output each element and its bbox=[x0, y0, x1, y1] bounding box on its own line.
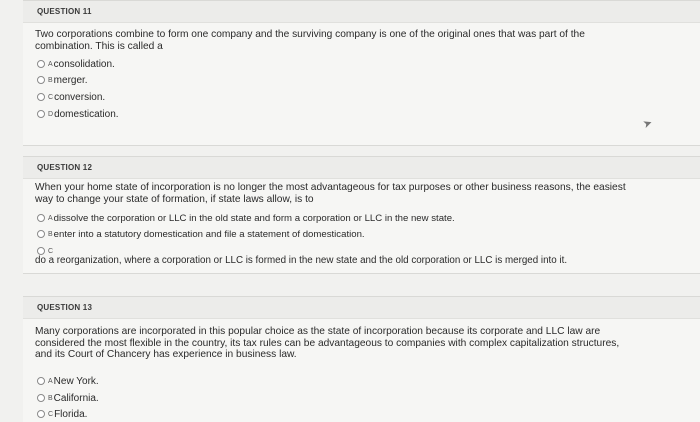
question-11-header bbox=[23, 1, 700, 23]
question-11-title: QUESTION 11 bbox=[37, 7, 92, 16]
radio-icon[interactable] bbox=[37, 60, 45, 68]
question-13-option-b[interactable]: B California. bbox=[37, 392, 99, 404]
question-11-option-a[interactable]: A consolidation. bbox=[37, 58, 115, 70]
question-11-card bbox=[23, 0, 700, 146]
radio-icon[interactable] bbox=[37, 110, 45, 118]
question-13-header bbox=[23, 297, 700, 319]
radio-icon[interactable] bbox=[37, 394, 45, 402]
question-13-card bbox=[23, 296, 700, 422]
question-12-header bbox=[23, 157, 700, 179]
radio-icon[interactable] bbox=[37, 214, 45, 222]
radio-icon[interactable] bbox=[37, 247, 45, 255]
question-13-option-a[interactable]: A New York. bbox=[37, 375, 99, 387]
question-12-option-c[interactable]: C bbox=[37, 245, 54, 257]
question-12-option-b[interactable]: B enter into a statutory domestication and file a statement of domestication. bbox=[37, 228, 365, 240]
radio-icon[interactable] bbox=[37, 93, 45, 101]
mouse-pointer-icon: ➤ bbox=[641, 116, 655, 132]
question-12-card bbox=[23, 156, 700, 274]
radio-icon[interactable] bbox=[37, 410, 45, 418]
question-13-option-c[interactable]: C Florida. bbox=[37, 408, 87, 420]
question-12-text: When your home state of incorporation is no longer the most advantageous for tax purposes or other business reasons, the easiest way to change your state of formation, if state laws allow, is to bbox=[35, 182, 626, 205]
radio-icon[interactable] bbox=[37, 76, 45, 84]
question-11-option-c[interactable]: C conversion. bbox=[37, 91, 105, 103]
question-12-title: QUESTION 12 bbox=[37, 163, 93, 172]
radio-icon[interactable] bbox=[37, 230, 45, 238]
question-12-option-a[interactable]: A dissolve the corporation or LLC in the old state and form a corporation or LLC in the new state. bbox=[37, 212, 455, 224]
question-11-text: Two corporations combine to form one company and the surviving company is one of the original ones that was part of the combination. This is called a bbox=[35, 29, 585, 52]
question-12-option-c-text: do a reorganization, where a corporation or LLC is formed in the new state and the old corporation or LLC is merged into it. bbox=[35, 255, 568, 266]
radio-icon[interactable] bbox=[37, 377, 45, 385]
question-13-text: Many corporations are incorporated in this popular choice as the state of incorporation because its corporate and LLC law are considered the most flexible in the country, its tax rules can be advantageous to companies with complex capitalization structures, and its Court of Chancery has experience in business law. bbox=[35, 326, 620, 360]
question-11-option-b[interactable]: B merger. bbox=[37, 74, 88, 86]
question-11-option-d[interactable]: D domestication. bbox=[37, 108, 119, 120]
question-13-title: QUESTION 13 bbox=[37, 303, 93, 312]
